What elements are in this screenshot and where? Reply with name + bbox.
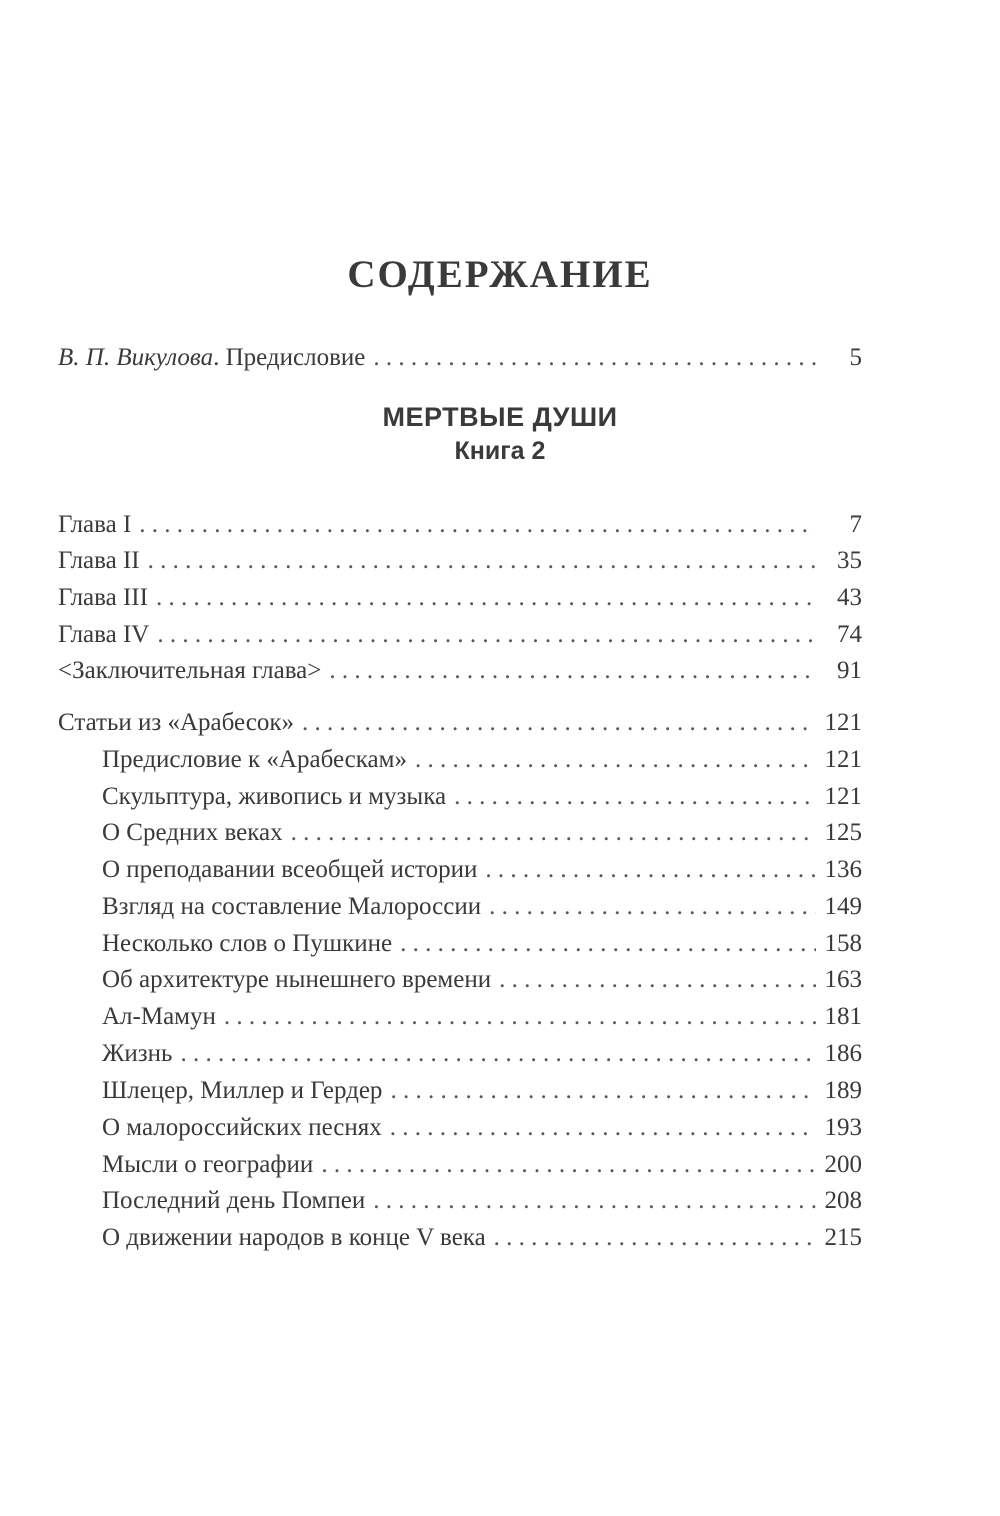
toc-entry-article[interactable]: [102, 962, 862, 998]
entry-title: Статьи из «Арабесок»: [58, 709, 294, 736]
dot-leader: [499, 962, 816, 998]
page-number: 125: [824, 819, 862, 846]
toc-entry-chapter[interactable]: [58, 543, 862, 579]
entry-title: О движении народов в конце V века: [102, 1224, 486, 1251]
entry-author: В. П. Викулова: [58, 344, 214, 371]
page-number: 193: [824, 1114, 862, 1141]
toc-entry-article[interactable]: [102, 1183, 862, 1219]
toc-entry-article[interactable]: [102, 742, 862, 778]
entry-title: Ал-Мамун: [102, 1003, 216, 1030]
entry-title: Об архитектуре нынешнего времени: [102, 966, 492, 993]
entry-title: О преподавании всеобщей истории: [102, 856, 478, 883]
entry-title-text: . Предисловие: [213, 344, 366, 371]
dot-leader: [454, 779, 816, 815]
page-number: 7: [849, 511, 862, 538]
entry-title: Взгляд на составление Малороссии: [102, 893, 482, 920]
page-number: 121: [824, 709, 862, 736]
entry-title: Шлецер, Миллер и Гердер: [102, 1077, 383, 1104]
toc-entry-articles[interactable]: [58, 705, 862, 741]
dot-leader: [489, 889, 816, 925]
entry-title: О Средних веках: [102, 819, 283, 846]
dot-leader: [329, 653, 816, 689]
dot-leader: [373, 1183, 816, 1219]
entry-title: Мысли о географии: [102, 1151, 314, 1178]
toc-entry-preface[interactable]: [58, 340, 862, 376]
page-number: 158: [824, 930, 862, 957]
section-title: МЕРТВЫЕ ДУШИ: [382, 402, 618, 432]
page-number: 74: [837, 621, 862, 648]
entry-title: <Заключительная глава>: [58, 657, 322, 684]
page-number: 121: [824, 783, 862, 810]
toc-entry-article[interactable]: [102, 926, 862, 962]
toc-entry-chapter[interactable]: [58, 580, 862, 616]
toc-entry-article[interactable]: [102, 889, 862, 925]
entry-title: Скульптура, живопись и музыка: [102, 783, 447, 810]
dot-leader: [302, 705, 816, 741]
entry-title: [58, 340, 365, 376]
page-title: СОДЕРЖАНИЕ: [347, 253, 653, 296]
page-number: 35: [837, 547, 862, 574]
toc-entry-chapter[interactable]: [58, 507, 862, 543]
toc-entry-article[interactable]: [102, 999, 862, 1035]
page-number: 5: [849, 344, 862, 371]
toc-entry-article[interactable]: [102, 1110, 862, 1146]
page-number: 163: [824, 966, 862, 993]
page-number: 136: [824, 856, 862, 883]
entry-title: Несколько слов о Пушкине: [102, 930, 393, 957]
toc-entry-chapter[interactable]: [58, 653, 862, 689]
dot-leader: [157, 617, 816, 653]
entry-title: Жизнь: [102, 1040, 173, 1067]
dot-leader: [415, 742, 816, 778]
dot-leader: [224, 999, 816, 1035]
toc-entry-article[interactable]: [102, 779, 862, 815]
toc-entry-chapter[interactable]: [58, 617, 862, 653]
dot-leader: [156, 580, 816, 616]
dot-leader: [494, 1220, 816, 1256]
page-number: 43: [837, 584, 862, 611]
entry-title: Последний день Помпеи: [102, 1187, 366, 1214]
dot-leader: [400, 926, 816, 962]
entry-title: Глава IV: [58, 621, 150, 648]
dot-leader: [485, 852, 816, 888]
toc-entry-article[interactable]: [102, 1147, 862, 1183]
page-number: 181: [824, 1003, 862, 1030]
toc-entry-article[interactable]: [102, 1036, 862, 1072]
entry-title: Глава I: [58, 511, 132, 538]
entry-title: О малороссийских песнях: [102, 1114, 382, 1141]
toc-entry-article[interactable]: [102, 1073, 862, 1109]
dot-leader: [321, 1147, 816, 1183]
dot-leader: [148, 543, 816, 579]
page-number: 215: [824, 1224, 862, 1251]
page-number: 121: [824, 746, 862, 773]
page-number: 189: [824, 1077, 862, 1104]
dot-leader: [390, 1073, 816, 1109]
entry-title: Глава II: [58, 547, 140, 574]
dot-leader: [139, 507, 816, 543]
toc-entry-article[interactable]: [102, 1220, 862, 1256]
page-number: 186: [824, 1040, 862, 1067]
page-number: 208: [824, 1187, 862, 1214]
toc-entry-article[interactable]: [102, 815, 862, 851]
entry-title: Глава III: [58, 584, 148, 611]
dot-leader: [180, 1036, 816, 1072]
entry-title: Предисловие к «Арабескам»: [102, 746, 407, 773]
dot-leader: [373, 340, 816, 376]
page-number: 200: [824, 1151, 862, 1178]
dot-leader: [390, 1110, 816, 1146]
page-number: 149: [824, 893, 862, 920]
section-subtitle: Книга 2: [454, 437, 546, 465]
page-number: 91: [837, 657, 862, 684]
toc-entry-article[interactable]: [102, 852, 862, 888]
dot-leader: [291, 815, 816, 851]
